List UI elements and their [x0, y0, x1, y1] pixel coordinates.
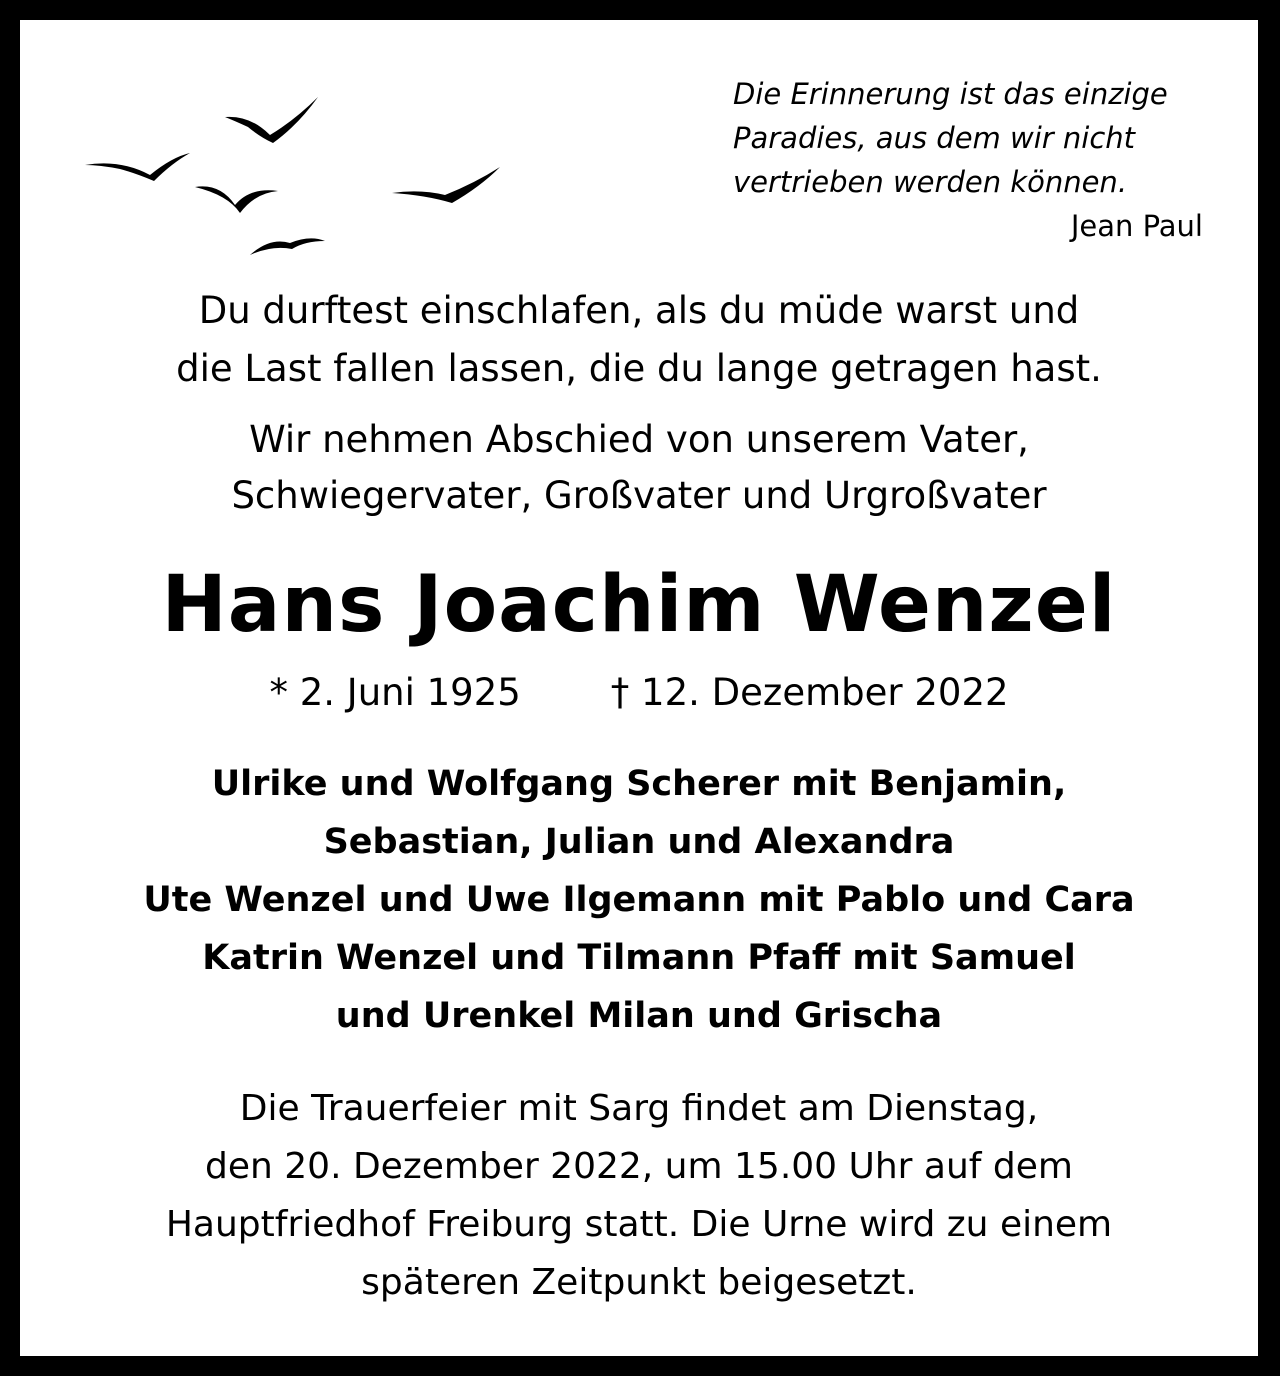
quote-author: Jean Paul: [1070, 209, 1203, 243]
bird-icon: [250, 238, 325, 255]
mourner-line: Katrin Wenzel und Tilmann Pfaff mit Samuel: [202, 938, 1076, 978]
death-date: † 12. Dezember 2022: [610, 671, 1009, 714]
epigraph-quote: [733, 72, 1203, 248]
farewell-line: Wir nehmen Abschied von unserem Vater,: [249, 418, 1029, 461]
life-dates: [20, 668, 1258, 718]
intro-verse: [20, 282, 1258, 398]
intro-line: die Last fallen lassen, die du lange getragen hast.: [176, 347, 1102, 390]
quote-line: Die Erinnerung ist das einzige: [733, 77, 1168, 111]
birth-date: * 2. Juni 1925: [269, 671, 521, 714]
ceremony-line: den 20. Dezember 2022, um 15.00 Uhr auf dem: [205, 1146, 1073, 1187]
ceremony-line: späteren Zeitpunkt beigesetzt.: [361, 1262, 917, 1303]
intro-line: Du durftest einschlafen, als du müde warst und: [198, 289, 1080, 332]
mourner-line: Ulrike und Wolfgang Scherer mit Benjamin,: [211, 764, 1067, 804]
bird-icon: [225, 97, 318, 143]
quote-line: Paradies, aus dem wir nicht: [733, 121, 1136, 155]
flying-birds-icon: [80, 75, 540, 275]
bird-icon: [392, 167, 500, 203]
mourner-line: Sebastian, Julian und Alexandra: [323, 822, 955, 862]
mourner-line: Ute Wenzel und Uwe Ilgemann mit Pablo und Cara: [143, 880, 1135, 920]
bird-icon: [85, 153, 190, 181]
mourners-list: [20, 755, 1258, 1045]
farewell-text: [20, 412, 1258, 524]
obituary-card: [20, 20, 1258, 1356]
mourner-line: und Urenkel Milan und Grischa: [335, 996, 943, 1036]
ceremony-line: Hauptfriedhof Freiburg statt. Die Urne wird zu einem: [165, 1204, 1113, 1245]
bird-icon: [195, 186, 278, 213]
farewell-line: Schwiegervater, Großvater und Urgroßvater: [231, 474, 1047, 517]
quote-line: vertrieben werden können.: [733, 165, 1128, 199]
ceremony-notice: [20, 1080, 1258, 1312]
ceremony-line: Die Trauerfeier mit Sarg findet am Dienstag,: [239, 1088, 1039, 1129]
deceased-name: Hans Joachim Wenzel: [161, 560, 1117, 650]
